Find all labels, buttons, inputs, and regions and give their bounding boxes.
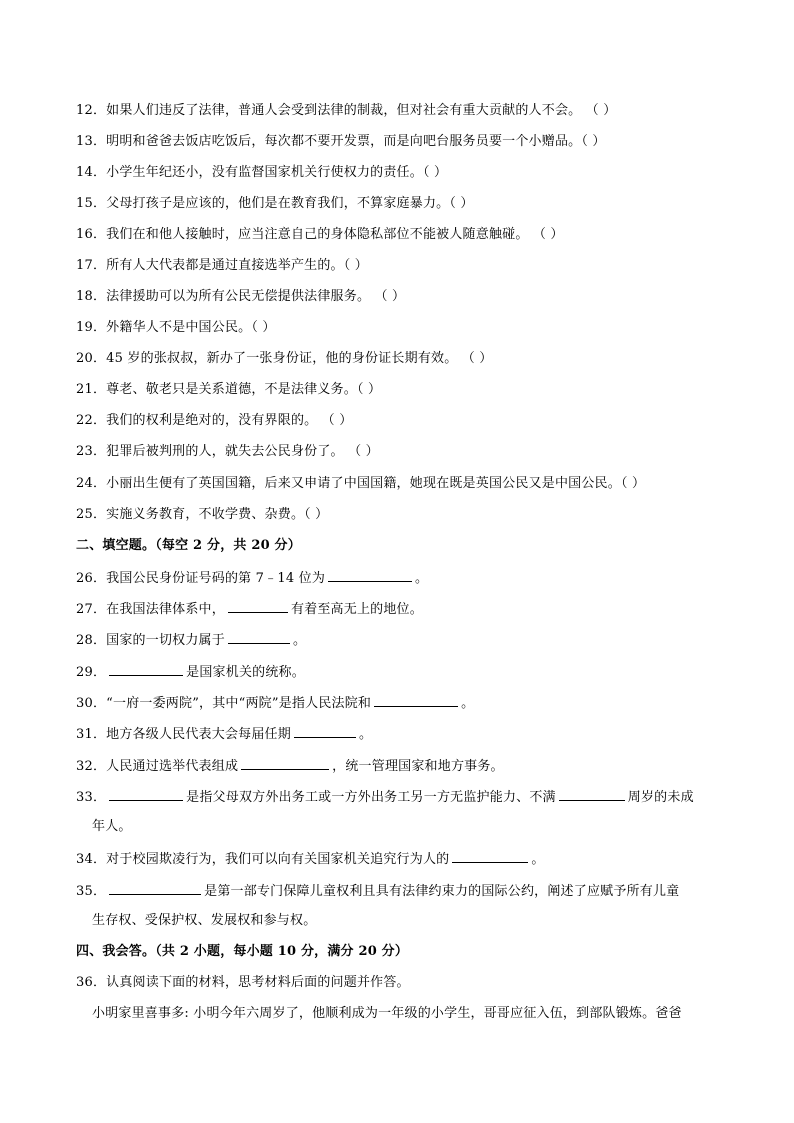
question-35 bbox=[76, 880, 679, 902]
question-text: 34．对于校园欺凌行为，我们可以向有关国家机关追究行为人的 bbox=[76, 852, 450, 867]
question-33-continued: 年人。 bbox=[92, 819, 132, 834]
question-28 bbox=[76, 629, 306, 651]
question-33 bbox=[76, 786, 694, 808]
answer-blank[interactable] bbox=[374, 692, 458, 707]
question-25: 25．实施义务教育，不收学费、杂费。（ ） bbox=[76, 507, 329, 522]
answer-blank[interactable] bbox=[228, 598, 288, 613]
answer-blank[interactable] bbox=[109, 880, 201, 895]
answer-blank[interactable] bbox=[228, 629, 290, 644]
question-text: 周岁的未成 bbox=[627, 790, 694, 805]
answer-blank[interactable] bbox=[109, 786, 183, 801]
question-text: 30．“一府一委两院”，其中“两院”是指人民法院和 bbox=[76, 696, 372, 711]
answer-blank[interactable] bbox=[241, 755, 329, 770]
question-35-continued: 生存权、受保护权、发展权和参与权。 bbox=[92, 913, 317, 928]
question-text: 35． bbox=[76, 884, 107, 899]
question-text: 是第一部专门保障儿童权利且具有法律约束力的国际公约，阐述了应赋予所有儿童 bbox=[204, 884, 680, 899]
question-23: 23．犯罪后被判刑的人，就失去公民身份了。 （ ） bbox=[76, 444, 379, 459]
question-text: 是指父母双方外出务工或一方外出务工另一方无监护能力、不满 bbox=[186, 790, 556, 805]
section-answer-title: 四、我会答。（共 2 小题，每小题 10 分，满分 20 分） bbox=[76, 944, 409, 959]
question-text: 33． bbox=[76, 790, 107, 805]
question-24: 24．小丽出生便有了英国国籍，后来又申请了中国国籍，她现在既是英国公民又是中国公民。（ ） bbox=[76, 476, 646, 491]
question-text: 。 bbox=[358, 727, 373, 742]
question-22: 22．我们的权利是绝对的，没有界限的。 （ ） bbox=[76, 413, 353, 428]
answer-blank[interactable] bbox=[452, 848, 528, 863]
question-15: 15．父母打孩子是应该的，他们是在教育我们，不算家庭暴力。（ ） bbox=[76, 196, 474, 211]
question-text: 28．国家的一切权力属于 bbox=[76, 633, 225, 648]
question-text: 。 bbox=[415, 571, 429, 586]
question-text: 26．我国公民身份证号码的第 7﹣14 位为 bbox=[76, 571, 326, 586]
question-31 bbox=[76, 723, 372, 745]
question-text: 。 bbox=[292, 633, 307, 648]
question-text: 。 bbox=[531, 852, 545, 867]
question-30 bbox=[76, 692, 474, 714]
question-17: 17．所有人大代表都是通过直接选举产生的。（ ） bbox=[76, 258, 368, 273]
question-29 bbox=[76, 661, 305, 683]
answer-blank[interactable] bbox=[294, 723, 356, 738]
question-text: 32．人民通过选举代表组成 bbox=[76, 759, 239, 774]
question-12: 12．如果人们违反了法律，普通人会受到法律的制裁，但对社会有重大贡献的人不会。 （ ） bbox=[76, 103, 617, 118]
question-text: 29． bbox=[76, 665, 107, 680]
question-text: 是国家机关的统称。 bbox=[186, 665, 305, 680]
question-text: ，统一管理国家和地方事务。 bbox=[332, 759, 504, 774]
question-text: 31．地方各级人民代表大会每届任期 bbox=[76, 727, 291, 742]
question-21: 21．尊老、敬老只是关系道德，不是法律义务。（ ） bbox=[76, 382, 382, 397]
section-fill-blank-title: 二、填空题。（每空 2 分，共 20 分） bbox=[76, 538, 301, 553]
question-16: 16．我们在和他人接触时，应当注意自己的身体隐私部位不能被人随意触碰。 （ ） bbox=[76, 227, 564, 242]
question-14: 14．小学生年纪还小，没有监督国家机关行使权力的责任。（ ） bbox=[76, 165, 448, 180]
question-text: 27．在我国法律体系中， bbox=[76, 602, 225, 617]
question-27 bbox=[76, 598, 423, 620]
question-32 bbox=[76, 755, 504, 777]
answer-blank[interactable] bbox=[109, 661, 183, 676]
question-36-material: 小明家里喜事多: 小明今年六周岁了，他顺利成为一年级的小学生，哥哥应征入伍，到部队锻炼。爸爸 bbox=[92, 1006, 682, 1021]
question-text: 有着至高无上的地位。 bbox=[290, 602, 423, 617]
question-26 bbox=[76, 567, 428, 589]
answer-blank[interactable] bbox=[328, 567, 412, 582]
question-36: 36．认真阅读下面的材料，思考材料后面的问题并作答。 bbox=[76, 975, 410, 990]
question-text: 。 bbox=[461, 696, 475, 711]
question-19: 19．外籍华人不是中国公民。（ ） bbox=[76, 320, 276, 335]
question-13: 13．明明和爸爸去饭店吃饭后，每次都不要开发票，而是向吧台服务员要一个小赠品。（ ） bbox=[76, 134, 606, 149]
answer-blank[interactable] bbox=[559, 786, 625, 801]
question-20: 20．45 岁的张叔叔，新办了一张身份证，他的身份证长期有效。 （ ） bbox=[76, 351, 493, 366]
question-18: 18．法律援助可以为所有公民无偿提供法律服务。 （ ） bbox=[76, 289, 406, 304]
question-34 bbox=[76, 848, 545, 870]
